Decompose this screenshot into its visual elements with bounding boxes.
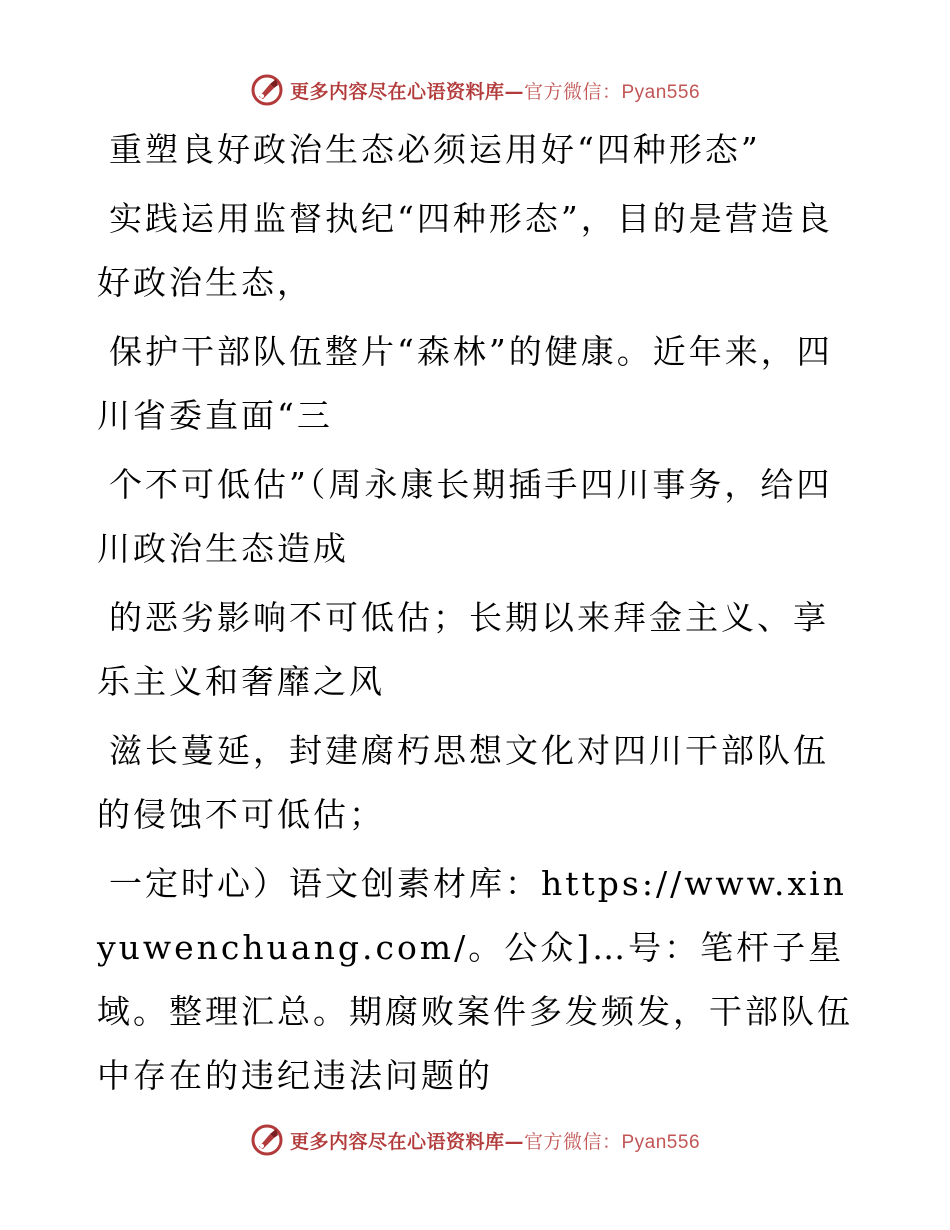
paragraph-6: 一定时心）语文创素材库：https://www.xinyuwenchuang.com/。公众]…号：笔杆子星域。整理汇总。期腐败案件多发频发，干部队伍中存在的违纪违法问题的 [97,864,853,1095]
paragraph-2: 保护干部队伍整片“森林”的健康。近年来，四川省委直面“三 [97,332,833,435]
document-title: 重塑良好政治生态必须运用好“四种形态” [109,130,761,169]
header-wechat-id: Pyan556 [621,81,701,103]
document-body [97,118,857,1113]
footer-dash: — [504,1130,524,1153]
header-dash: — [504,80,524,103]
header-banner [0,70,950,110]
header-banner-inner [250,73,700,107]
header-brand-text: 更多内容尽在心语资料库 [289,80,505,103]
paragraph-4: 的恶劣影响不可低估；长期以来拜金主义、享乐主义和奢靡之风 [97,598,829,701]
footer-text [290,1127,700,1154]
footer-brand-text: 更多内容尽在心语资料库 [289,1130,505,1153]
footer-wechat-label: 官方微信： [523,1130,622,1153]
footer-wechat-id: Pyan556 [621,1131,701,1153]
footer-banner-inner [250,1123,700,1157]
paragraph-5: 滋长蔓延，封建腐朽思想文化对四川干部队伍的侵蚀不可低估； [97,731,829,834]
paragraph-1: 实践运用监督执纪“四种形态”，目的是营造良好政治生态， [97,199,833,302]
header-text [290,77,700,104]
header-wechat-label: 官方微信： [523,80,622,103]
pen-nib-logo-icon [250,73,284,107]
pen-nib-logo-icon [250,1123,284,1157]
paragraph-3: 个不可低估”（周永康长期插手四川事务，给四川政治生态造成 [97,465,833,568]
footer-banner [0,1120,950,1160]
